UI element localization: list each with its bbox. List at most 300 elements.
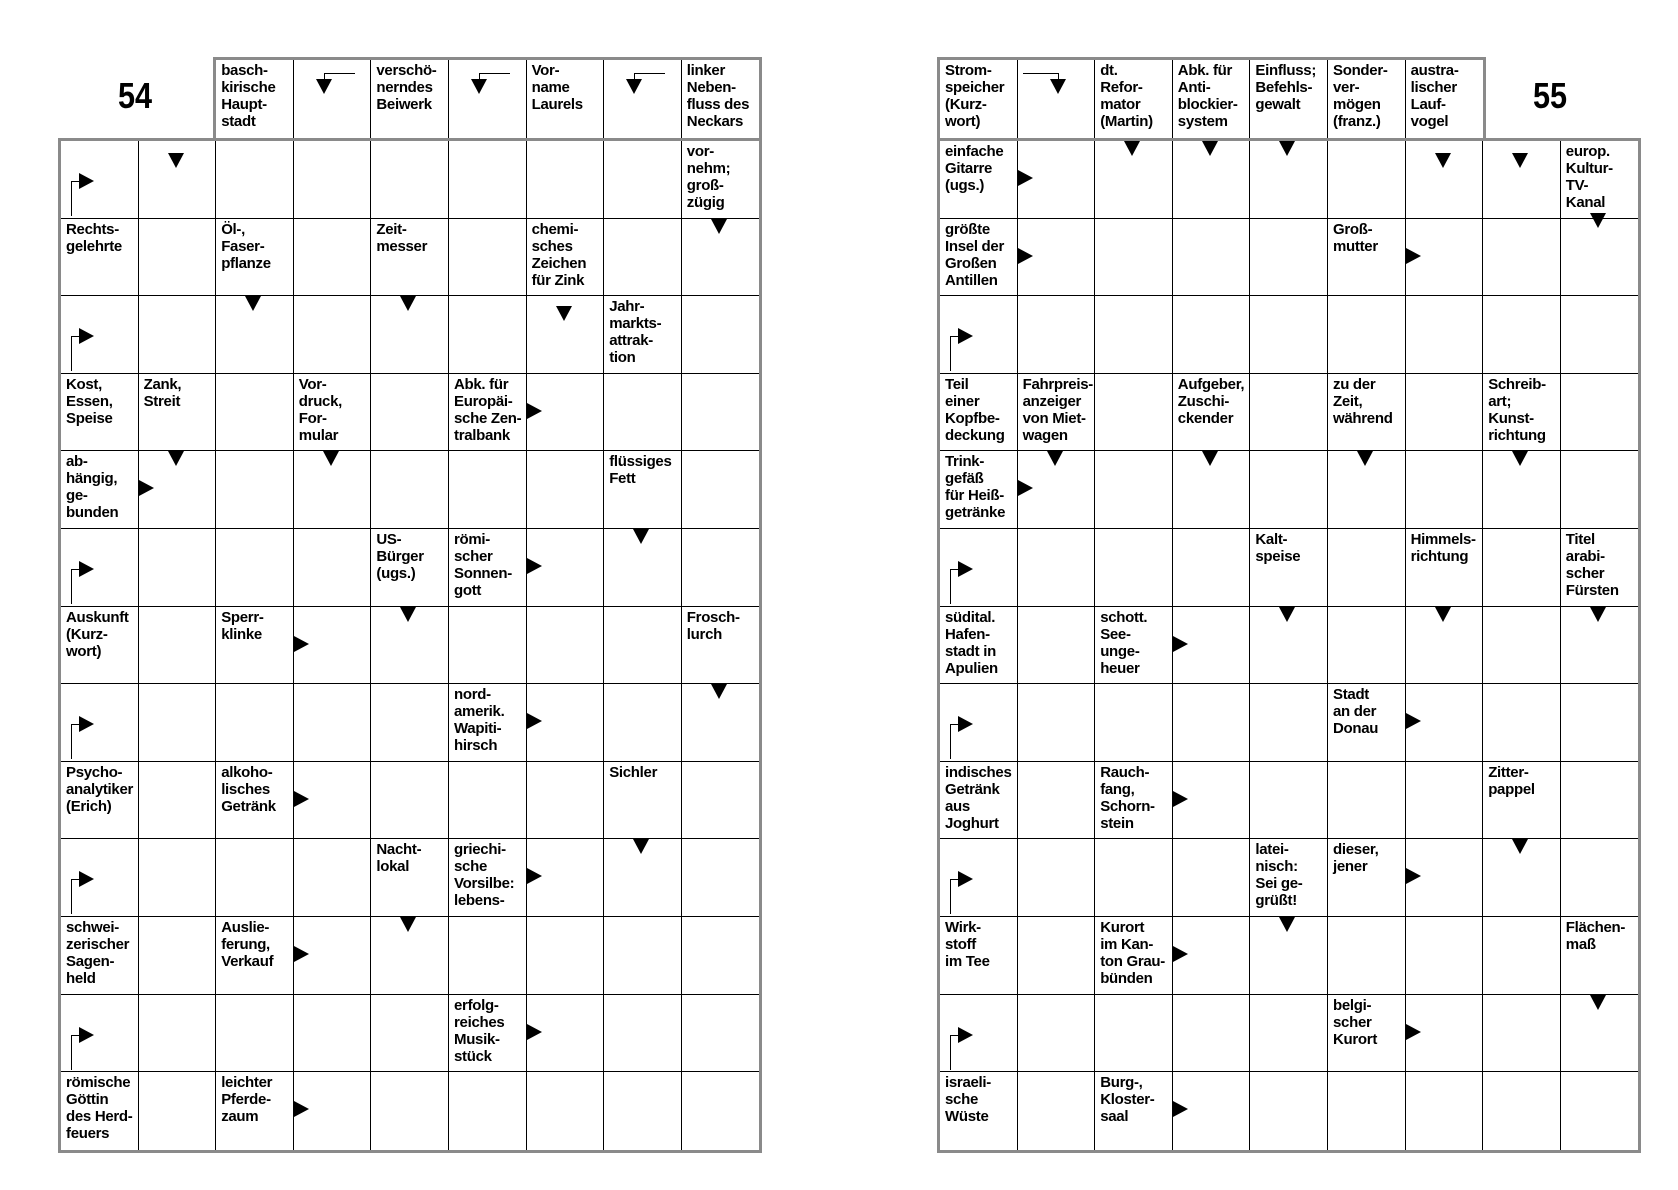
arrow-down-icon — [1512, 153, 1528, 168]
clue-text: Psycho- analytiker (Erich) — [66, 763, 134, 815]
arrow-right-icon — [79, 871, 94, 887]
grid-cell[interactable] — [139, 219, 217, 297]
arrow-right-icon — [958, 716, 973, 732]
clue-cell — [449, 374, 527, 452]
clue-text: Strom- speicher (Kurz- wort) — [945, 62, 1005, 131]
grid-cell[interactable] — [1483, 995, 1561, 1073]
clue-text: europ. Kultur- TV- Kanal — [1565, 143, 1613, 211]
clue-cell — [1483, 762, 1561, 840]
clue-text: Abk. für Anti- blockier- system — [1177, 62, 1238, 131]
grid-cell[interactable] — [449, 1072, 527, 1150]
clue-text: Sperr- klinke — [221, 608, 264, 643]
grid-cell[interactable] — [682, 995, 760, 1073]
grid-cell[interactable] — [1483, 529, 1561, 607]
clue-text: römische Göttin des Herd- feuers — [66, 1074, 133, 1143]
grid-cell[interactable] — [1250, 296, 1328, 374]
arrow-right-icon — [1173, 791, 1188, 807]
clue-cell — [1328, 219, 1406, 297]
top-clue-cell[interactable] — [1250, 60, 1328, 138]
arrow-right-icon — [1018, 248, 1033, 264]
arrow-down-icon — [1279, 607, 1295, 622]
grid-cell[interactable] — [682, 762, 760, 840]
clue-cell — [1328, 374, 1406, 452]
clue-text: Abk. für Europäi- sche Zen- tralbank — [454, 375, 522, 444]
grid-cell[interactable] — [682, 917, 760, 995]
grid-cell[interactable] — [1018, 684, 1096, 762]
top-clue-cell[interactable] — [294, 60, 372, 138]
grid-cell[interactable] — [449, 451, 527, 529]
arrow-right-icon — [79, 1027, 94, 1043]
clue-text: Jahr- markts- attrak- tion — [609, 298, 662, 367]
grid-cell[interactable] — [1483, 607, 1561, 685]
clue-text: Nacht- lokal — [376, 841, 422, 876]
clue-cell — [940, 141, 1018, 219]
grid-cell[interactable] — [294, 529, 372, 607]
clue-cell — [1173, 374, 1251, 452]
clue-cell — [1328, 839, 1406, 917]
arrow-right-icon — [79, 561, 94, 577]
arrow-right-icon — [958, 561, 973, 577]
arrow-down-icon — [400, 296, 416, 311]
grid-cell[interactable] — [1561, 762, 1639, 840]
clue-cell — [940, 219, 1018, 297]
grid-cell[interactable] — [1173, 995, 1251, 1073]
clue-text: südital. Hafen- stadt in Apulien — [945, 608, 998, 677]
arrow-right-icon — [294, 791, 309, 807]
clue-cell — [61, 607, 139, 685]
grid-cell[interactable] — [1095, 296, 1173, 374]
grid-cell[interactable] — [294, 219, 372, 297]
arrow-right-icon — [294, 946, 309, 962]
arrow-right-icon — [294, 636, 309, 652]
grid-cell[interactable] — [682, 1072, 760, 1150]
top-clue-cell[interactable] — [1173, 60, 1251, 138]
grid-cell[interactable] — [449, 607, 527, 685]
clue-text: Auslie- ferung, Verkauf — [221, 919, 274, 970]
arrow-down-icon — [1202, 451, 1218, 466]
grid-cell[interactable] — [682, 529, 760, 607]
clue-cell — [1095, 1072, 1173, 1150]
grid-cell[interactable] — [527, 141, 605, 219]
grid-cell[interactable] — [216, 141, 294, 219]
grid-cell[interactable] — [1406, 374, 1484, 452]
grid-cell[interactable] — [1406, 1072, 1484, 1150]
clue-cell — [682, 607, 760, 685]
clue-cell — [1095, 762, 1173, 840]
clue-text: latei- nisch: Sei ge- grüßt! — [1255, 841, 1303, 910]
clue-cell — [61, 917, 139, 995]
clue-text: Kalt- speise — [1255, 531, 1301, 565]
clue-cell — [1561, 529, 1639, 607]
grid-cell[interactable] — [604, 374, 682, 452]
grid-cell[interactable] — [449, 917, 527, 995]
clue-cell — [1095, 607, 1173, 685]
arrow-right-icon — [1018, 480, 1033, 496]
grid-cell[interactable] — [527, 917, 605, 995]
arrow-down-icon — [168, 153, 184, 168]
clue-text: Zeit- messer — [376, 220, 428, 255]
clue-text: ab- hängig, ge- bunden — [66, 453, 119, 522]
grid-cell[interactable] — [682, 296, 760, 374]
arrow-down-icon — [1202, 141, 1218, 156]
grid-cell[interactable] — [604, 607, 682, 685]
grid-cell[interactable] — [1328, 762, 1406, 840]
grid-cell[interactable] — [449, 762, 527, 840]
top-clue-cell[interactable] — [371, 60, 449, 138]
clue-text: Aufgeber, Zuschi- ckender — [1177, 375, 1245, 427]
grid-cell[interactable] — [1018, 917, 1096, 995]
grid-cell[interactable] — [139, 529, 217, 607]
grid-cell[interactable] — [604, 219, 682, 297]
clue-cell — [371, 529, 449, 607]
arrow-down-icon — [168, 451, 184, 466]
grid-cell[interactable] — [1018, 296, 1096, 374]
crossword-grid — [58, 138, 762, 1153]
grid-cell[interactable] — [216, 451, 294, 529]
grid-cell[interactable] — [1406, 296, 1484, 374]
clue-text: Flächen- maß — [1565, 919, 1626, 953]
clue-text: Kurort im Kan- ton Grau- bünden — [1100, 919, 1165, 987]
arrow-right-icon — [958, 871, 973, 887]
clue-cell — [1018, 374, 1096, 452]
grid-cell[interactable] — [449, 296, 527, 374]
clue-cell — [449, 839, 527, 917]
grid-cell[interactable] — [371, 451, 449, 529]
arrow-down-icon — [711, 219, 727, 234]
grid-cell[interactable] — [1561, 296, 1639, 374]
clue-cell — [604, 451, 682, 529]
grid-cell[interactable] — [1250, 995, 1328, 1073]
grid-cell[interactable] — [682, 374, 760, 452]
grid-cell[interactable] — [1406, 451, 1484, 529]
grid-cell[interactable] — [1328, 529, 1406, 607]
clue-cell — [61, 451, 139, 529]
clue-cell — [682, 141, 760, 219]
grid-cell[interactable] — [1095, 995, 1173, 1073]
arrow-right-icon — [527, 558, 542, 574]
arrow-down-icon — [626, 79, 642, 94]
grid-cell[interactable] — [1483, 917, 1561, 995]
clue-text: dt. Refor- mator (Martin) — [1100, 62, 1153, 131]
clue-cell — [940, 762, 1018, 840]
clue-text: dieser, jener — [1333, 841, 1379, 876]
clue-text: US- Bürger (ugs.) — [376, 531, 424, 582]
grid-cell[interactable] — [1328, 607, 1406, 685]
clue-text: Einfluss; Befehls- gewalt — [1255, 62, 1317, 114]
clue-cell — [139, 374, 217, 452]
clue-text: indisches Getränk aus Joghurt — [945, 763, 1012, 832]
grid-cell[interactable] — [1018, 995, 1096, 1073]
grid-cell[interactable] — [371, 995, 449, 1073]
arrow-right-icon — [1173, 636, 1188, 652]
grid-cell[interactable] — [527, 762, 605, 840]
grid-cell[interactable] — [604, 141, 682, 219]
page-number: 55 — [1533, 75, 1568, 116]
grid-cell[interactable] — [371, 684, 449, 762]
grid-cell[interactable] — [527, 607, 605, 685]
arrow-right-icon — [139, 480, 154, 496]
clue-text: israeli- sche Wüste — [945, 1074, 991, 1126]
grid-cell[interactable] — [1250, 374, 1328, 452]
grid-cell[interactable] — [294, 684, 372, 762]
grid-cell[interactable] — [139, 995, 217, 1073]
top-clue-cell[interactable] — [1406, 60, 1484, 138]
grid-cell[interactable] — [1095, 529, 1173, 607]
grid-cell[interactable] — [527, 1072, 605, 1150]
clue-cell — [1406, 529, 1484, 607]
grid-cell[interactable] — [1328, 1072, 1406, 1150]
clue-cell — [216, 1072, 294, 1150]
arrow-down-icon — [1124, 141, 1140, 156]
grid-cell[interactable] — [1018, 607, 1096, 685]
clue-cell — [216, 917, 294, 995]
grid-cell[interactable] — [1173, 839, 1251, 917]
clue-text: basch- kirische Haupt- stadt — [221, 62, 276, 131]
arrow-right-icon — [1406, 1024, 1421, 1040]
arrow-down-icon — [1050, 79, 1066, 94]
clue-cell — [604, 296, 682, 374]
grid-cell[interactable] — [1018, 762, 1096, 840]
arrow-right-icon — [79, 716, 94, 732]
grid-cell[interactable] — [1173, 219, 1251, 297]
top-clue-cell[interactable] — [940, 60, 1018, 138]
grid-cell[interactable] — [371, 141, 449, 219]
clue-text: Burg-, Kloster- saal — [1100, 1074, 1155, 1126]
clue-cell — [371, 839, 449, 917]
arrow-down-icon — [633, 839, 649, 854]
arrow-down-icon — [1512, 451, 1528, 466]
clue-cell — [940, 451, 1018, 529]
grid-cell[interactable] — [294, 296, 372, 374]
grid-cell[interactable] — [1250, 1072, 1328, 1150]
grid-cell[interactable] — [371, 374, 449, 452]
clue-text: Groß- mutter — [1333, 220, 1378, 255]
arrow-down-icon — [245, 296, 261, 311]
arrow-down-icon — [316, 79, 332, 94]
grid-cell[interactable] — [371, 1072, 449, 1150]
grid-cell[interactable] — [1095, 684, 1173, 762]
clue-cell — [61, 762, 139, 840]
clue-cell — [940, 607, 1018, 685]
arrow-right-icon — [527, 713, 542, 729]
grid-cell[interactable] — [139, 917, 217, 995]
grid-cell[interactable] — [1328, 296, 1406, 374]
grid-cell[interactable] — [1018, 1072, 1096, 1150]
clue-cell — [940, 374, 1018, 452]
top-clue-cell[interactable] — [216, 60, 294, 138]
grid-cell[interactable] — [139, 684, 217, 762]
clue-text: chemi- sches Zeichen für Zink — [531, 220, 587, 289]
clue-cell — [216, 762, 294, 840]
arrow-down-icon — [711, 684, 727, 699]
clue-text: Sichler — [609, 763, 658, 781]
arrow-right-icon — [527, 403, 542, 419]
grid-cell[interactable] — [1173, 529, 1251, 607]
grid-cell[interactable] — [1173, 296, 1251, 374]
grid-cell[interactable] — [1483, 1072, 1561, 1150]
grid-cell[interactable] — [139, 839, 217, 917]
clue-cell — [216, 219, 294, 297]
grid-cell[interactable] — [449, 141, 527, 219]
grid-cell[interactable] — [216, 995, 294, 1073]
top-clue-cell[interactable] — [1095, 60, 1173, 138]
grid-cell[interactable] — [604, 1072, 682, 1150]
grid-cell[interactable] — [139, 296, 217, 374]
arrow-right-icon — [527, 868, 542, 884]
grid-cell[interactable] — [527, 451, 605, 529]
grid-cell[interactable] — [604, 995, 682, 1073]
grid-cell[interactable] — [1483, 219, 1561, 297]
arrow-right-icon — [958, 328, 973, 344]
clue-text: römi- scher Sonnen- gott — [454, 531, 512, 599]
arrow-down-icon — [1047, 451, 1063, 466]
clue-cell — [294, 374, 372, 452]
grid-cell[interactable] — [1406, 762, 1484, 840]
clue-cell — [1561, 141, 1639, 219]
grid-cell[interactable] — [139, 607, 217, 685]
clue-text: schwei- zerischer Sagen- held — [66, 919, 130, 987]
arrow-right-icon — [1406, 868, 1421, 884]
clue-cell — [1250, 839, 1328, 917]
grid-cell[interactable] — [294, 141, 372, 219]
clue-cell — [1250, 529, 1328, 607]
grid-cell[interactable] — [1018, 839, 1096, 917]
grid-cell[interactable] — [216, 839, 294, 917]
clue-cell — [1095, 917, 1173, 995]
arrow-down-icon — [323, 451, 339, 466]
top-clue-row — [937, 57, 1486, 138]
clue-cell — [527, 219, 605, 297]
clue-text: verschö- nerndes Beiwerk — [376, 62, 437, 114]
grid-cell[interactable] — [1250, 762, 1328, 840]
top-clue-cell[interactable] — [527, 60, 605, 138]
clue-text: zu der Zeit, während — [1333, 375, 1393, 427]
clue-cell — [216, 607, 294, 685]
grid-cell[interactable] — [1561, 451, 1639, 529]
clue-text: Schreib- art; Kunst- richtung — [1488, 375, 1546, 444]
clue-text: Vor- druck, For- mular — [298, 375, 343, 444]
arrow-down-icon — [1279, 917, 1295, 932]
grid-cell[interactable] — [216, 374, 294, 452]
grid-cell[interactable] — [1328, 917, 1406, 995]
grid-cell[interactable] — [1250, 451, 1328, 529]
grid-cell[interactable] — [682, 839, 760, 917]
arrow-right-icon — [527, 1024, 542, 1040]
top-clue-cell[interactable] — [449, 60, 527, 138]
clue-cell — [940, 1072, 1018, 1150]
clue-text: einfache Gitarre (ugs.) — [945, 143, 1004, 194]
arrow-down-icon — [633, 529, 649, 544]
grid-cell[interactable] — [294, 839, 372, 917]
clue-text: Rauch- fang, Schorn- stein — [1100, 763, 1155, 832]
grid-cell[interactable] — [1561, 219, 1639, 297]
grid-cell[interactable] — [216, 529, 294, 607]
top-clue-cell[interactable] — [604, 60, 682, 138]
grid-cell[interactable] — [216, 684, 294, 762]
grid-cell[interactable] — [1250, 684, 1328, 762]
grid-cell[interactable] — [1173, 684, 1251, 762]
clue-text: griechi- sche Vorsilbe: lebens- — [454, 841, 515, 910]
top-clue-cell[interactable] — [1328, 60, 1406, 138]
arrow-right-icon — [1173, 946, 1188, 962]
clue-text: Auskunft (Kurz- wort) — [66, 608, 129, 660]
grid-cell[interactable] — [139, 762, 217, 840]
clue-text: belgi- scher Kurort — [1333, 996, 1378, 1048]
clue-text: Fahrpreis- anzeiger von Miet- wagen — [1022, 375, 1093, 444]
clue-text: Rechts- gelehrte — [66, 220, 122, 255]
clue-text: Stadt an der Donau — [1333, 686, 1379, 738]
clue-text: Öl-, Faser- pflanze — [221, 220, 271, 272]
grid-cell[interactable] — [1561, 1072, 1639, 1150]
grid-cell[interactable] — [1561, 374, 1639, 452]
clue-cell — [449, 995, 527, 1073]
grid-cell[interactable] — [371, 762, 449, 840]
arrow-down-icon — [556, 306, 572, 321]
clue-cell — [61, 219, 139, 297]
clue-cell — [1328, 684, 1406, 762]
grid-cell[interactable] — [294, 995, 372, 1073]
clue-cell — [940, 917, 1018, 995]
grid-cell[interactable] — [1018, 529, 1096, 607]
grid-cell[interactable] — [1406, 917, 1484, 995]
clue-cell — [1483, 374, 1561, 452]
grid-cell[interactable] — [604, 684, 682, 762]
grid-cell[interactable] — [682, 451, 760, 529]
grid-cell[interactable] — [1561, 839, 1639, 917]
clue-text: vor- nehm; groß- zügig — [686, 143, 731, 211]
clue-text: austra- lischer Lauf- vogel — [1410, 62, 1459, 131]
clue-text: Himmels- richtung — [1410, 531, 1476, 565]
page-number: 54 — [118, 75, 153, 116]
clue-text: nord- amerik. Wapiti- hirsch — [454, 686, 505, 755]
clue-cell — [604, 762, 682, 840]
clue-text: Teil einer Kopfbe- deckung — [945, 375, 1005, 444]
clue-text: größte Insel der Großen Antillen — [945, 220, 1004, 289]
grid-cell[interactable] — [1561, 684, 1639, 762]
arrow-down-icon — [1279, 141, 1295, 156]
clue-text: flüssiges Fett — [609, 453, 672, 488]
grid-cell[interactable] — [1095, 374, 1173, 452]
clue-text: Sonder- ver- mögen (franz.) — [1333, 62, 1388, 131]
arrow-down-icon — [1357, 451, 1373, 466]
clue-text: leichter Pferde- zaum — [221, 1074, 273, 1126]
grid-cell[interactable] — [1095, 839, 1173, 917]
top-clue-cell[interactable] — [1018, 60, 1096, 138]
grid-cell[interactable] — [1250, 219, 1328, 297]
clue-text: Frosch- lurch — [686, 608, 740, 643]
arrow-right-icon — [79, 328, 94, 344]
clue-text: Trink- gefäß für Heiß- getränke — [945, 453, 1006, 522]
arrow-right-icon — [1406, 713, 1421, 729]
arrow-down-icon — [1590, 607, 1606, 622]
grid-cell[interactable] — [1095, 451, 1173, 529]
clue-cell — [1328, 995, 1406, 1073]
grid-cell[interactable] — [139, 1072, 217, 1150]
top-clue-cell[interactable] — [682, 60, 760, 138]
clue-cell — [449, 684, 527, 762]
grid-cell[interactable] — [1483, 296, 1561, 374]
grid-cell[interactable] — [449, 219, 527, 297]
grid-cell[interactable] — [1328, 141, 1406, 219]
clue-cell — [61, 374, 139, 452]
arrow-right-icon — [1173, 1101, 1188, 1117]
clue-text: Zank, Streit — [143, 375, 182, 410]
grid-cell[interactable] — [1483, 684, 1561, 762]
arrow-down-icon — [400, 607, 416, 622]
grid-cell[interactable] — [1095, 219, 1173, 297]
arrow-down-icon — [471, 79, 487, 94]
grid-cell[interactable] — [604, 917, 682, 995]
